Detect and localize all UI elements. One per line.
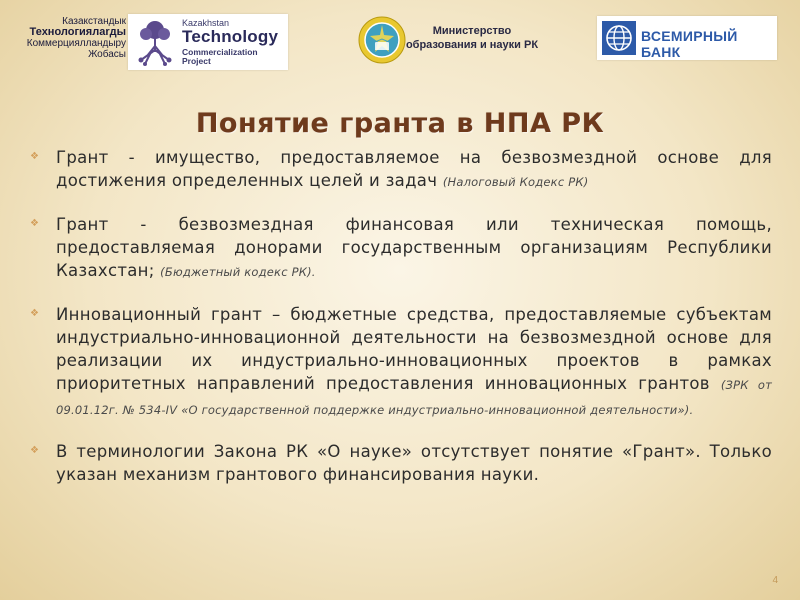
ktc-project-label: Project [182, 56, 211, 66]
ktc-line-3: Коммерциялландыру [26, 38, 126, 49]
ktc-sub-label [182, 48, 258, 66]
ktc-line-4: Жобасы [88, 49, 126, 60]
list-item-text-block [56, 440, 772, 486]
ministry-line-2: образования и науки РК [405, 39, 539, 51]
list-item-source: (ЗРК от 09.01.12г. № 534-IV «О государственной поддержке индустриально-инновационной деятельности»). [56, 378, 773, 417]
list-item-text: Грант - имущество, предоставляемое на безвозмездной основе для достижения определенных целей и задач [56, 148, 772, 190]
ktc-tree-icon [132, 18, 178, 66]
ktc-technology-label: Technology [182, 27, 279, 46]
ktc-line-2: Технологиялarды [29, 26, 126, 38]
list-item [30, 303, 772, 422]
list-item-source: (Налоговый Кодекс РК) [442, 175, 589, 189]
list-item-text: Инновационный грант – бюджетные средства, предоставляемые субъектам индустриально-инновационной деятельности на безвозмездной основе для реализации их индустриально-инновационных проектов в рамках приоритетных направлений предоставления инновационных грантов [56, 305, 772, 393]
list-item-text: Грант - безвозмездная финансовая или техническая помощь, предоставляемая донорами государственным организациям Республики Казахстан; [56, 215, 772, 280]
list-item-text-block [56, 213, 772, 284]
diamond-bullet-icon: ❖ [30, 151, 39, 162]
list-item-text-block [56, 303, 772, 422]
ktc-kazakh-label [8, 16, 126, 60]
diamond-bullet-icon: ❖ [30, 445, 39, 456]
worldbank-label: ВСЕМИРНЫЙ БАНК [641, 28, 738, 60]
list-item [30, 213, 772, 284]
list-item-source: (Бюджетный кодекс РК). [160, 265, 316, 279]
header [0, 0, 800, 80]
ktc-logo [128, 14, 288, 70]
list-item-text-block [56, 146, 772, 194]
slide-title: Понятие гранта в НПА РК [195, 108, 605, 139]
worldbank-logo [597, 16, 777, 60]
worldbank-globe-icon [602, 21, 636, 55]
list-item [30, 146, 772, 194]
bullet-list [30, 146, 772, 486]
list-item-text: В терминологии Закона РК «О науке» отсутствует понятие «Грант». Только указан механизм грантового финансирования науки. [56, 442, 772, 484]
ktc-commercialization-label: Commercialization [182, 47, 258, 57]
ministry-label [398, 24, 546, 52]
list-item [30, 440, 772, 486]
page-number: 4 [772, 575, 778, 586]
ktc-kazakhstan-label: Kazakhstan [182, 18, 230, 28]
ktc-line-1: Казакстандык [62, 16, 126, 27]
ministry-line-1: Министерство [432, 25, 512, 37]
diamond-bullet-icon: ❖ [30, 218, 39, 229]
diamond-bullet-icon: ❖ [30, 308, 39, 319]
